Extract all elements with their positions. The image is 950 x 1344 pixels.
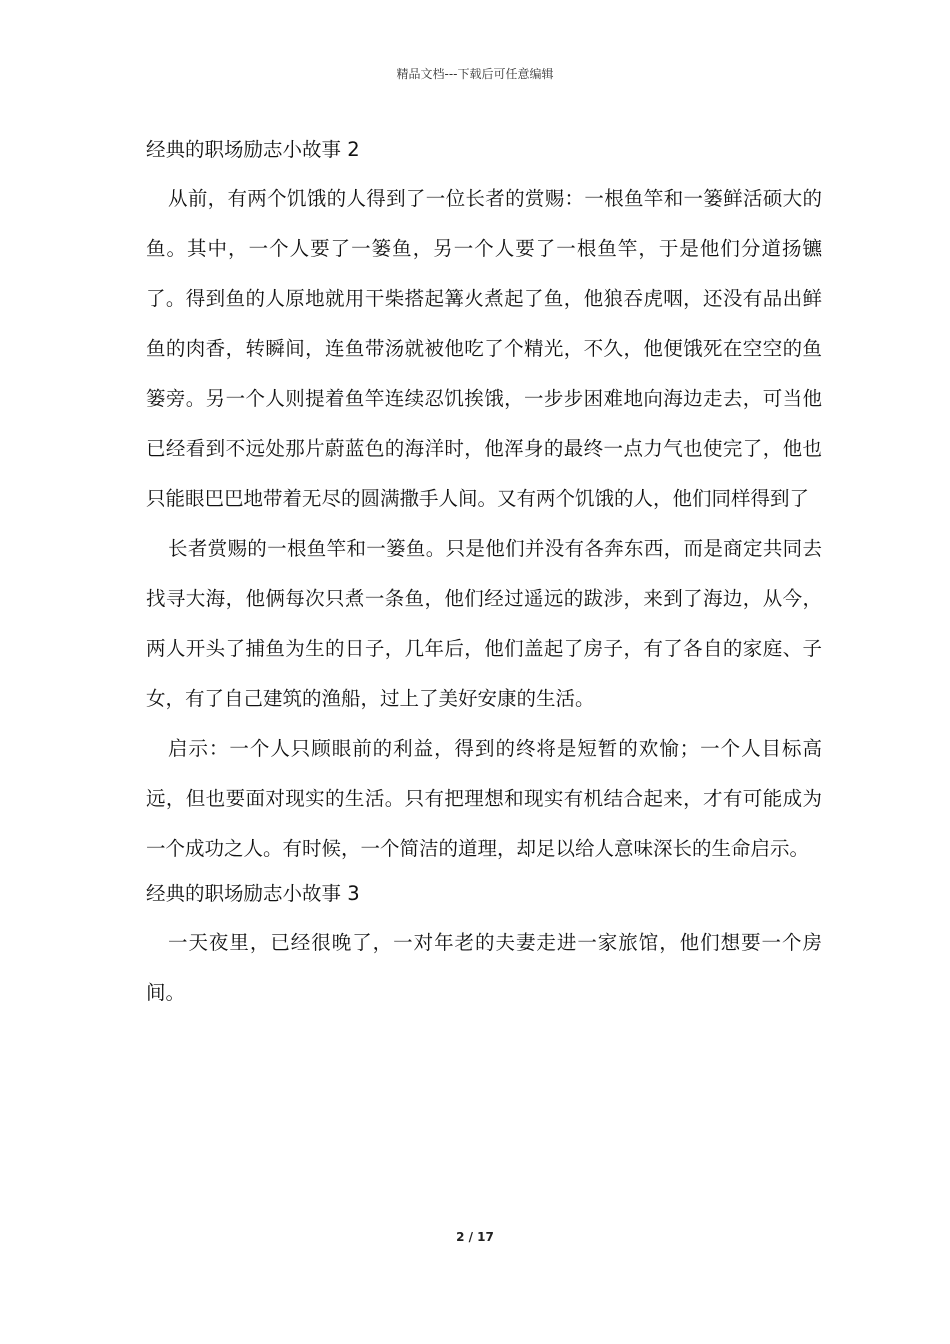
section-heading-2: 经典的职场励志小故事 2 — [146, 138, 360, 161]
paragraph: 一天夜里，已经很晚了，一对年老的夫妻走进一家旅馆，他们想要一个房间。 — [146, 931, 822, 1004]
document-body — [146, 132, 822, 1018]
paragraph: 长者赏赐的一根鱼竿和一篓鱼。只是他们并没有各奔东西，而是商定共同去找寻大海，他俩每次只煮一条鱼，他们经过遥远的跋涉，来到了海边，从今，两人开头了捕鱼为生的日子，几年后，他们盖起了房子，有了各自的家庭、子女，有了自己建筑的渔船，过上了美好安康的生活。 — [146, 537, 822, 710]
paragraph: 从前，有两个饥饿的人得到了一位长者的赏赐：一根鱼竿和一篓鲜活硕大的鱼。其中，一个人要了一篓鱼，另一个人要了一根鱼竿，于是他们分道扬镳了。得到鱼的人原地就用干柴搭起篝火煮起了鱼，他狼吞虎咽，还没有品出鲜鱼的肉香，转瞬间，连鱼带汤就被他吃了个精光，不久，他便饿死在空空的鱼篓旁。另一个人则提着鱼竿连续忍饥挨饿，一步步困难地向海边走去，可当他已经看到不远处那片蔚蓝色的海洋时，他浑身的最终一点力气也使完了，他也只能眼巴巴地带着无尽的圆满撒手人间。又有两个饥饿的人，他们同样得到了 — [146, 187, 822, 510]
paragraph: 启示：一个人只顾眼前的利益，得到的终将是短暂的欢愉；一个人目标高远，但也要面对现实的生活。只有把理想和现实有机结合起来，才有可能成为一个成功之人。有时候，一个简洁的道理，却足以给人意味深长的生命启示。 — [146, 737, 822, 860]
section-heading-3: 经典的职场励志小故事 3 — [146, 882, 360, 905]
page-header: 精品文档---下载后可任意编辑 — [396, 67, 554, 81]
page-number: 2 / 17 — [456, 1230, 494, 1244]
